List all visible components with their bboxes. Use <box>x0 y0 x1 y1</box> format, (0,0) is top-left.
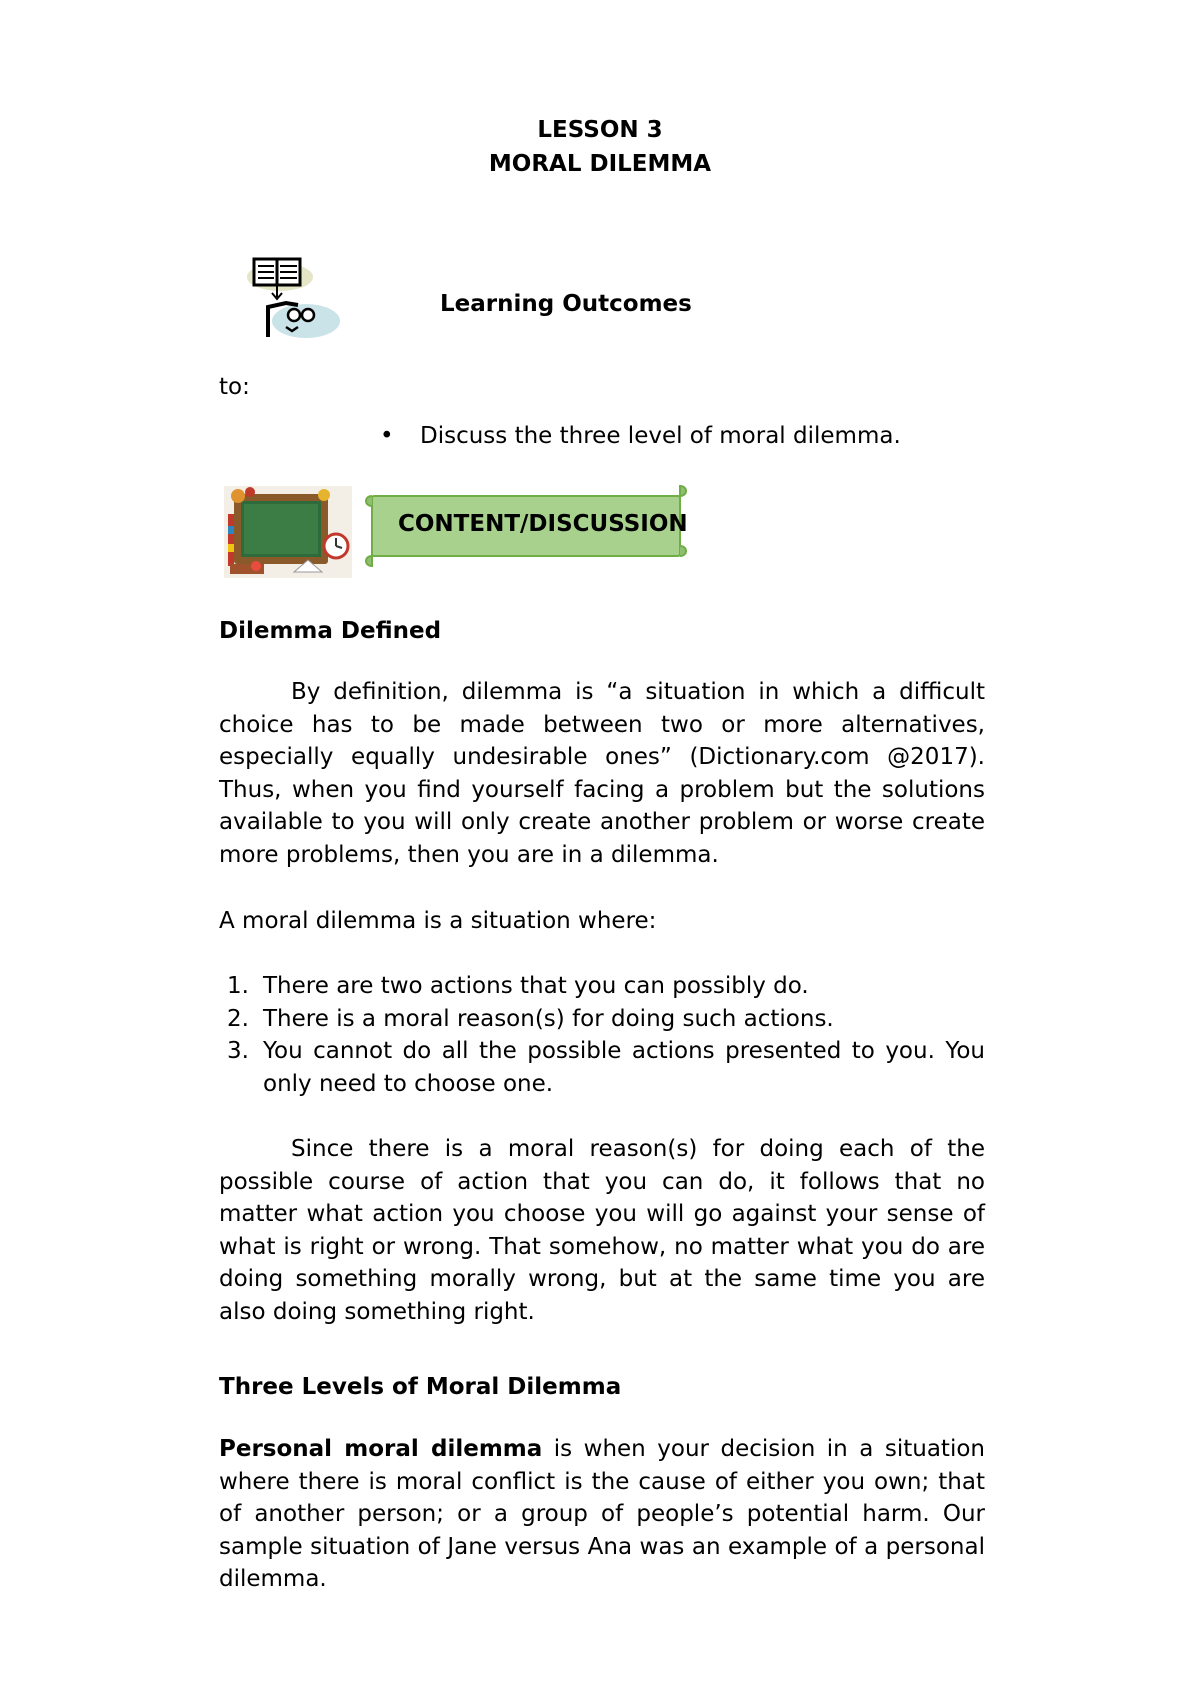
outcomes-intro: to: <box>219 374 250 400</box>
book-reader-icon <box>246 255 346 341</box>
lesson-title: MORAL DILEMMA <box>488 151 712 177</box>
personal-dilemma-term: Personal moral dilemma <box>219 1436 543 1462</box>
chalkboard-icon <box>224 486 352 578</box>
list-number: 3. <box>227 1038 249 1064</box>
personal-dilemma-text: is when your decision in a situation where there is moral conflict is the cause of either you own; that of another person; or a group of people’s potential harm. Our sample situation of Jane versus Ana was an example of a personal dilemma. <box>219 1436 985 1592</box>
list-text: There are two actions that you can possibly do. <box>263 973 809 999</box>
list-number: 1. <box>227 973 249 999</box>
list-text: There is a moral reason(s) for doing such actions. <box>263 1005 834 1032</box>
personal-dilemma-paragraph <box>219 1433 985 1596</box>
list-item <box>219 970 985 1003</box>
list-text: You cannot do all the possible actions presented to you. You only need to choose one. <box>263 1038 985 1097</box>
moral-reason-paragraph: Since there is a moral reason(s) for doing each of the possible course of action that you can do, it follows that no matter what action you choose you will go against your sense of what is right or wrong. That somehow, no matter what you do are doing something morally wrong, but at the same time you are also doing something right. <box>219 1136 985 1325</box>
list-item <box>219 1035 985 1100</box>
dilemma-definition-paragraph: By definition, dilemma is “a situation in which a difficult choice has to be made between two or more alternatives, especially equally undesirable ones” (Dictionary.com @2017). Thus, when you find yourself facing a problem but the solutions available to you will only create another problem or worse create more problems, then you are in a dilemma. <box>219 679 985 868</box>
moral-dilemma-conditions-list <box>219 970 985 1100</box>
dilemma-defined-heading: Dilemma Defined <box>219 618 442 644</box>
learning-outcomes-title: Learning Outcomes <box>440 291 692 317</box>
list-item <box>219 1003 985 1036</box>
outcome-item <box>380 422 901 450</box>
bullet-icon: • <box>380 423 394 449</box>
outcome-text: Discuss the three level of moral dilemma. <box>420 423 901 449</box>
lesson-number: LESSON 3 <box>537 117 663 143</box>
content-discussion-label: CONTENT/DISCUSSION <box>398 511 688 537</box>
list-number: 2. <box>227 1005 249 1032</box>
moral-dilemma-list-intro: A moral dilemma is a situation where: <box>219 908 657 934</box>
three-levels-heading: Three Levels of Moral Dilemma <box>219 1374 622 1400</box>
